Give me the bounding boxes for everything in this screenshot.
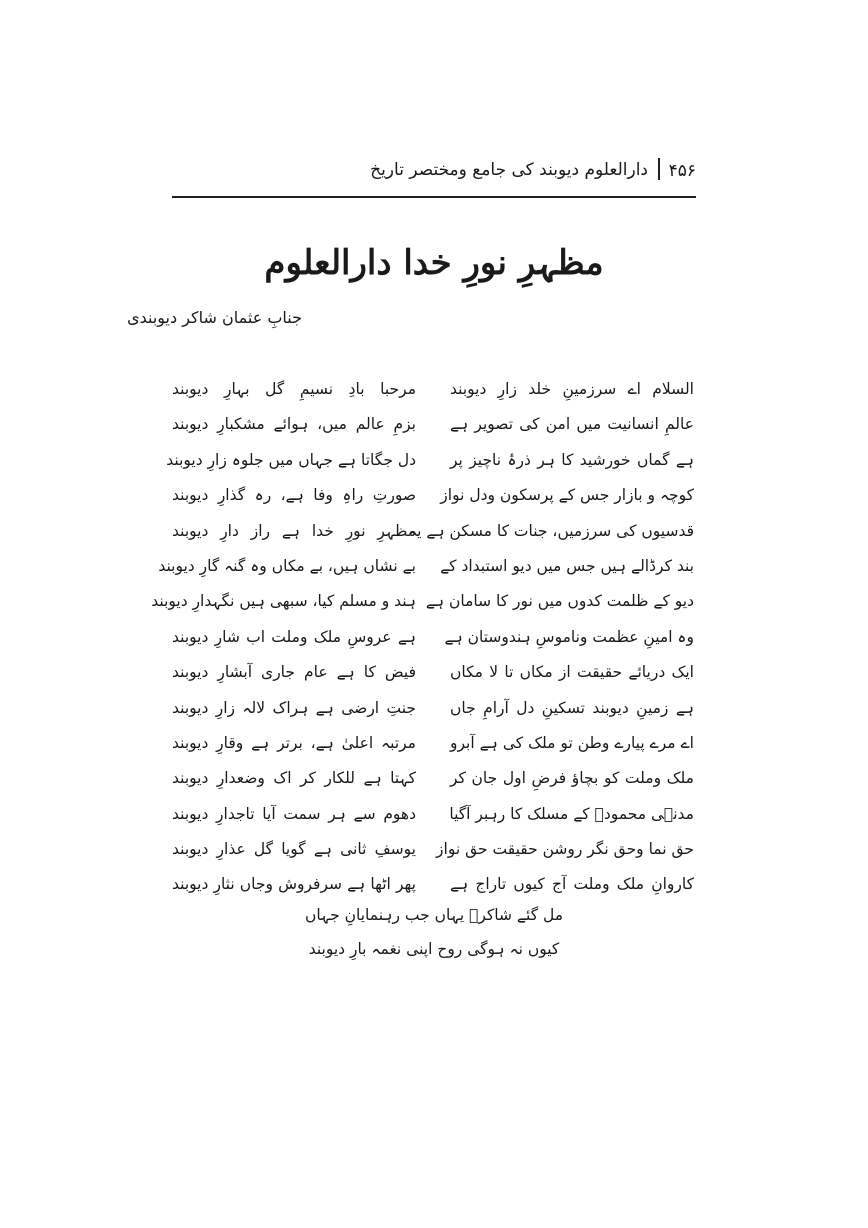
verse-line: پھر اٹھا ہے سرفروش وجاں نثارِ دیوبند xyxy=(172,875,416,894)
verse-line: ایک دریائے حقیقت از مکاں تا لا مکاں xyxy=(450,663,694,682)
verse-line: مدنؔی محمودؔ کے مسلک کا رہبر آگیا xyxy=(449,804,694,823)
verse-line: کاروانِ ملک وملت آج کیوں تاراج ہے xyxy=(450,875,694,894)
verse-line: مظہرِ نورِ خدا ہے راز دارِ دیوبند xyxy=(172,521,416,540)
verse-line: مرحبا بادِ نسیمِ گل بہارِ دیوبند xyxy=(172,380,416,398)
verse-line: حق نما وحق نگر روشن حقیقت حق نواز xyxy=(436,840,694,859)
final-couplet xyxy=(220,898,648,966)
header-separator xyxy=(658,158,660,180)
poem-author: جنابِ عثمان شاکر دیوبندی xyxy=(127,308,302,327)
verse-line: دیو کے ظلمت کدوں میں نور کا سامان ہے xyxy=(425,592,694,611)
verse-line: جنتِ ارضی ہے ہراک لالہ زارِ دیوبند xyxy=(172,698,416,717)
verse-line: یوسفِ ثانی ہے گویا گل عذارِ دیوبند xyxy=(172,840,416,859)
verse-line: السلام اے سرزمینِ خلد زارِ دیوبند xyxy=(450,380,694,398)
verse-line: قدسیوں کی سرزمیں، جنات کا مسکن ہے یہ xyxy=(408,521,694,540)
verse-line: کوچہ و بازار جس کے پرسکون ودل نواز xyxy=(440,486,694,505)
verse-line: اے مرے پیارے وطن تو ملک کی ہے آبرو xyxy=(450,733,694,752)
couplet-line: مل گئے شاکرؔ یہاں جب رہنمایانِ جہاں xyxy=(304,906,564,924)
verse-line: فیض کا ہے عام جاری آبشارِ دیوبند xyxy=(172,663,416,682)
poem-title: مظہرِ نورِ خدا دارالعلوم xyxy=(264,243,604,283)
verse-line: ہے گماں خورشید کا ہر ذرۂ ناچیز پر xyxy=(450,450,694,469)
running-header xyxy=(172,150,696,198)
verse-line: صورتِ راہِ وفا ہے، رہ گذارِ دیوبند xyxy=(172,486,416,505)
verse-line: کہتا ہے للکار کر اک وضعدارِ دیوبند xyxy=(172,769,416,788)
verse-column-left xyxy=(151,372,416,903)
verse-line: وہ امینِ عظمت وناموسِ ہندوستان ہے xyxy=(444,627,694,646)
page-number: ۴۵۶ xyxy=(668,161,696,181)
book-title: دارالعلوم دیوبند کی جامع ومختصر تاریخ xyxy=(370,160,648,180)
verse-line: دل جگاتا ہے جہاں میں جلوہ زارِ دیوبند xyxy=(166,450,416,469)
verse-line: ہے زمینِ دیوبند تسکینِ دل آرامِ جاں xyxy=(450,698,694,717)
verse-line: بند کرڈالے ہیں جس میں دیو استبداد کے xyxy=(440,556,694,575)
verse-line: ملک وملت کو بچاؤ فرضِ اول جان کر xyxy=(450,769,694,788)
couplet-line: کیوں نہ ہوگی روح اپنی نغمہ بارِ دیوبند xyxy=(308,940,560,958)
verse-line: بے نشاں ہیں، بے مکاں وہ گنہ گارِ دیوبند xyxy=(158,556,416,575)
verse-line: ہند و مسلم کیا، سبھی ہیں نگہدارِ دیوبند xyxy=(151,592,416,611)
verse-line: مرتبہ اعلیٰ ہے، برتر ہے وقارِ دیوبند xyxy=(172,733,416,752)
verse-column-right xyxy=(408,372,694,903)
verse-line: بزمِ عالم میں، ہوائے مشکبارِ دیوبند xyxy=(172,415,416,434)
verse-line: ہے عروسِ ملک وملت اب شارِ دیوبند xyxy=(172,627,416,646)
verse-line: دھوم سے ہر سمت آیا تاجدارِ دیوبند xyxy=(172,804,416,823)
verse-line: عالمِ انسانیت میں امن کی تصویر ہے xyxy=(450,415,694,434)
